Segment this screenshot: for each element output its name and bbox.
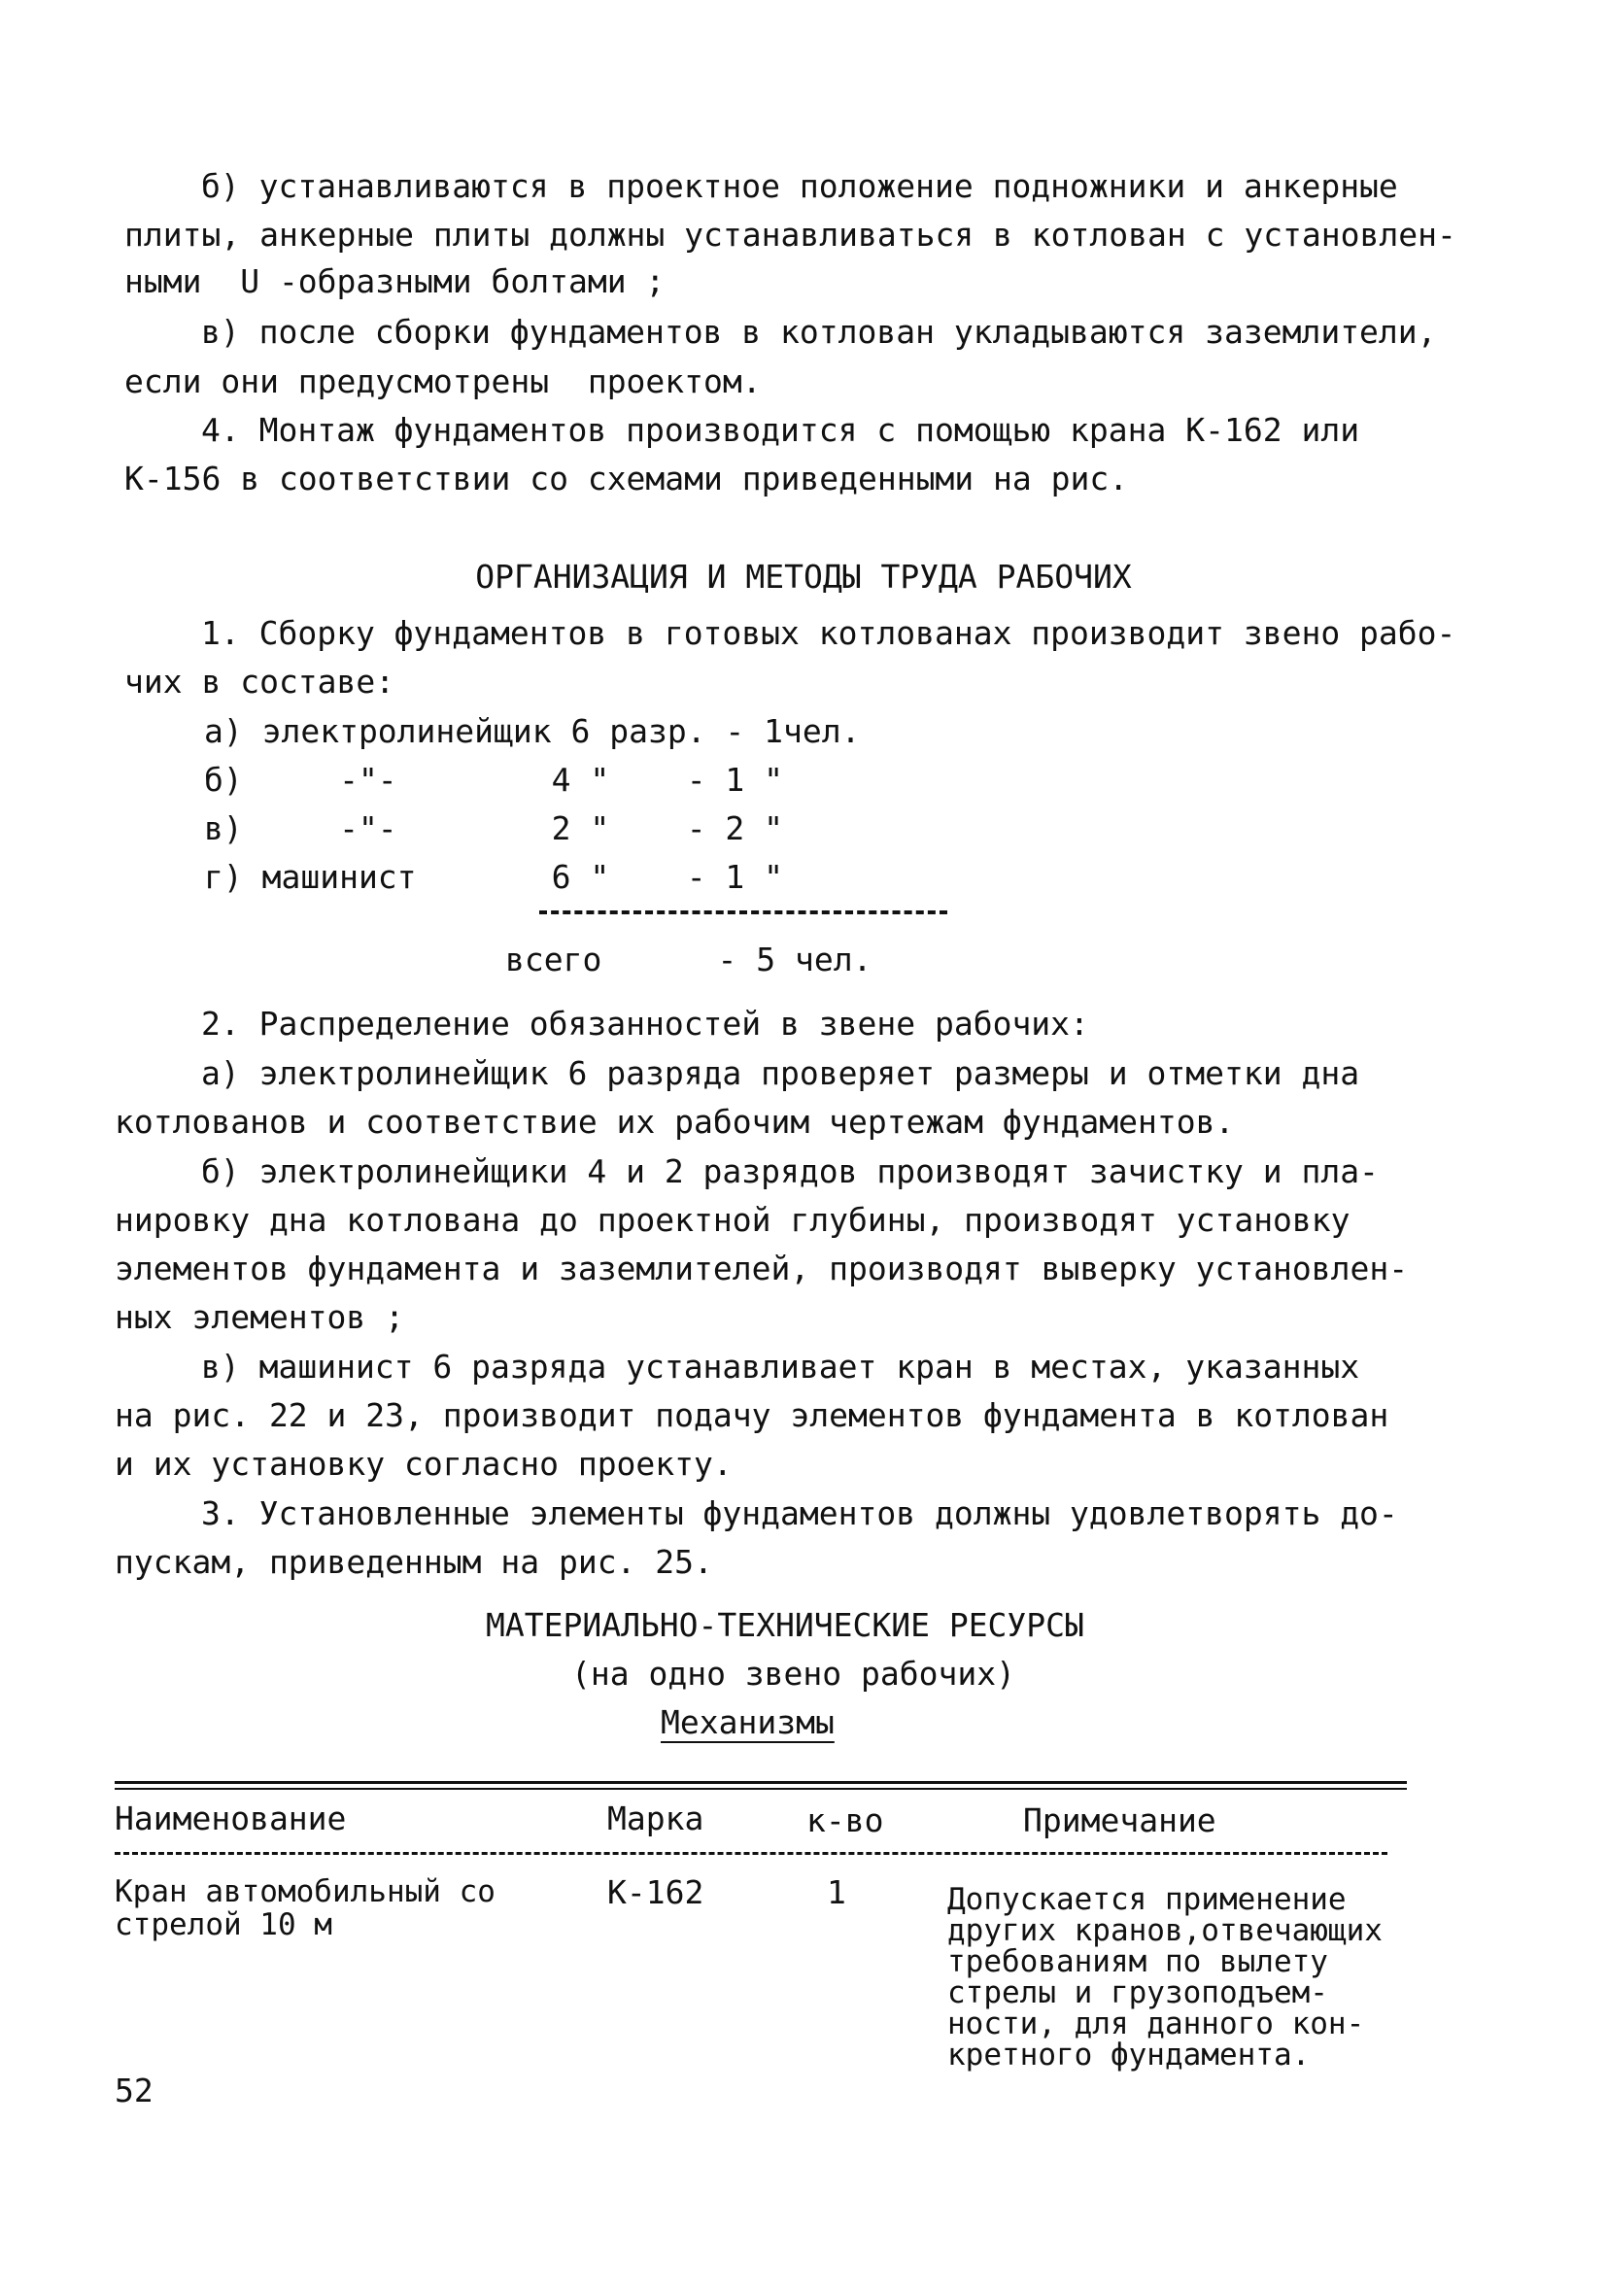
item2-a-line1: а) электролинейщик 6 разряда проверяет размеры и отметки дна <box>201 1054 1360 1092</box>
row-note-line1: Допускается применение <box>947 1882 1347 1917</box>
row-note-line4: стрелы и грузоподъем- <box>947 1975 1328 2010</box>
crew-total: всего - 5 чел. <box>505 941 872 978</box>
item3-line2: пускам, приведенным на рис. 25. <box>115 1543 713 1581</box>
row-mark: К-162 <box>607 1873 704 1911</box>
row-note-line3: требованиям по вылету <box>947 1944 1328 1979</box>
table-top-rule <box>115 1781 1407 1784</box>
header-name: Наименование <box>115 1799 347 1837</box>
paragraph-4-line2: К-156 в соответствии со схемами приведенными на рис. <box>124 460 1129 497</box>
row-note-line5: ности, для данного кон- <box>947 2006 1365 2041</box>
paragraph-v-line1: в) после сборки фундаментов в котлован укладываются заземлители, <box>201 313 1437 351</box>
crew-row-a: а) электролинейщик 6 разр. - 1чел. <box>204 712 861 750</box>
item2-b-line3: элементов фундамента и заземлителей, производят выверку установлен- <box>115 1250 1409 1287</box>
crew-row-b: б) -"- 4 " - 1 " <box>204 761 784 799</box>
item1-line1: 1. Сборку фундаментов в готовых котлованах производит звено рабо- <box>201 614 1456 652</box>
item1-line2: чих в составе: <box>124 663 395 701</box>
row-qty: 1 <box>827 1873 846 1911</box>
page-number: 52 <box>115 2072 154 2109</box>
paragraph-b-line3: ными U -образными болтами ; <box>124 262 666 300</box>
item2-v-line3: и их установку согласно проекту. <box>115 1445 733 1483</box>
row-name-line1: Кран автомобильный со <box>115 1874 496 1909</box>
item2-b-line2: нировку дна котлована до проектной глубины, производят установку <box>115 1201 1351 1239</box>
paragraph-b-line2: плиты, анкерные плиты должны устанавливаться в котлован с установлен- <box>124 216 1456 254</box>
header-qty: к-во <box>806 1801 884 1839</box>
item2-v-line1: в) машинист 6 разряда устанавливает кран в местах, указанных <box>201 1348 1360 1386</box>
crew-total-divider <box>539 910 947 914</box>
paragraph-4-line1: 4. Монтаж фундаментов производится с помощью крана К-162 или <box>201 411 1360 449</box>
table-title: Механизмы <box>661 1703 835 1741</box>
section-subheading: (на одно звено рабочих) <box>571 1655 1015 1693</box>
item2-b-line4: ных элементов ; <box>115 1298 405 1336</box>
item2-a-line2: котлованов и соответствие их рабочим чертежам фундаментов. <box>115 1103 1235 1141</box>
paragraph-b-line1: б) устанавливаются в проектное положение подножники и анкерные <box>201 167 1398 205</box>
section-heading-organization: ОРГАНИЗАЦИЯ И МЕТОДЫ ТРУДА РАБОЧИХ <box>475 558 1132 596</box>
crew-row-g: г) машинист 6 " - 1 " <box>204 858 784 896</box>
item2-title: 2. Распределение обязанностей в звене рабочих: <box>201 1005 1089 1043</box>
paragraph-v-line2: если они предусмотрены проектом. <box>124 362 762 400</box>
row-note-line6: кретного фундамента. <box>947 2038 1311 2073</box>
item2-b-line1: б) электролинейщики 4 и 2 разрядов производят зачистку и пла- <box>201 1152 1379 1190</box>
section-heading-resources: МАТЕРИАЛЬНО-ТЕХНИЧЕСКИЕ РЕСУРСЫ <box>486 1606 1084 1644</box>
header-mark: Марка <box>607 1799 704 1837</box>
header-note: Примечание <box>1023 1801 1216 1839</box>
item2-v-line2: на рис. 22 и 23, производит подачу элементов фундамента в котлован <box>115 1396 1389 1434</box>
row-name-line2: стрелой 10 м <box>115 1907 332 1942</box>
table-top-rule-inner <box>115 1788 1407 1790</box>
row-note-line2: других кранов,отвечающих <box>947 1913 1383 1948</box>
item3-line1: 3. Установленные элементы фундаментов должны удовлетворять до- <box>201 1494 1398 1532</box>
crew-row-v: в) -"- 2 " - 2 " <box>204 809 784 847</box>
table-header-rule <box>115 1852 1387 1855</box>
